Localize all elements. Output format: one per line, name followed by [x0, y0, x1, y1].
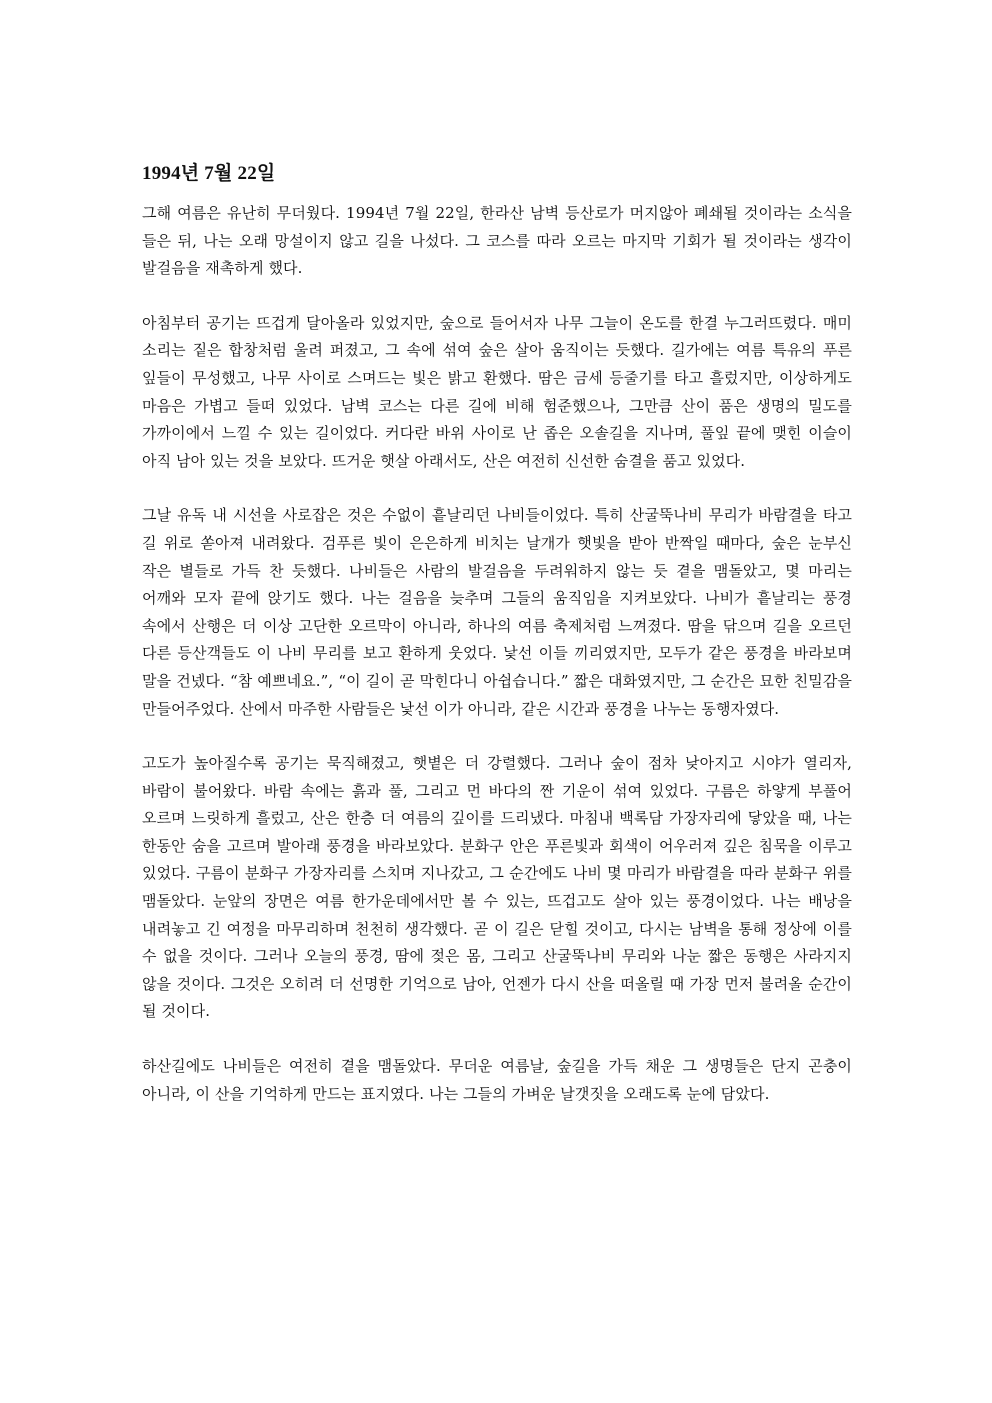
paragraph-1: 그해 여름은 유난히 무더웠다. 1994년 7월 22일, 한라산 남벽 등산로가 머지않아 폐쇄될 것이라는 소식을 들은 뒤, 나는 오래 망설이지 않고 길을 나섰다. 그 코스를 따라 오르는 마지막 기회가 될 것이라는 생각이 발걸음을 재촉하게 했다.	[142, 204, 852, 278]
paragraph-5: 하산길에도 나비들은 여전히 곁을 맴돌았다. 무더운 여름날, 숲길을 가득 채운 그 생명들은 단지 곤충이 아니라, 이 산을 기억하게 만드는 표지였다. 나는 그들의 가벼운 날갯짓을 오래도록 눈에 담았다.	[142, 1057, 852, 1103]
document-title: 1994년 7월 22일	[142, 163, 276, 184]
paragraph-2: 아침부터 공기는 뜨겁게 달아올라 있었지만, 숲으로 들어서자 나무 그늘이 온도를 한결 누그러뜨렸다. 매미 소리는 짙은 합창처럼 울려 퍼졌고, 그 속에 섞여 숲은 살아 움직이는 듯했다. 길가에는 여름 특유의 푸른 잎들이 무성했고, 나무 사이로 스며드는 빛은 밝고 환했다. 땀은 금세 등줄기를 타고 흘렀지만, 이상하게도 마음은 가볍고 들떠 있었다. 남벽 코스는 다른 길에 비해 험준했으나, 그만큼 산이 품은 생명의 밀도를 가까이에서 느낄 수 있는 길이었다. 커다란 바위 사이로 난 좁은 오솔길을 지나며, 풀잎 끝에 맺힌 이슬이 아직 남아 있는 것을 보았다. 뜨거운 햇살 아래서도, 산은 여전히 신선한 숨결을 품고 있었다.	[142, 313, 852, 470]
paragraph-3: 그날 유독 내 시선을 사로잡은 것은 수없이 흩날리던 나비들이었다. 특히 산굴뚝나비 무리가 바람결을 타고 길 위로 쏟아져 내려왔다. 검푸른 빛이 은은하게 비치는 날개가 햇빛을 받아 반짝일 때마다, 숲은 눈부신 작은 별들로 가득 찬 듯했다. 나비들은 사람의 발걸음을 두려워하지 않는 듯 곁을 맴돌았고, 몇 마리는 어깨와 모자 끝에 앉기도 했다. 나는 걸음을 늦추며 그들의 움직임을 지켜보았다. 나비가 흩날리는 풍경 속에서 산행은 더 이상 고단한 오르막이 아니라, 하나의 여름 축제처럼 느껴졌다. 땀을 닦으며 길을 오르던 다른 등산객들도 이 나비 무리를 보고 환하게 웃었다. 낯선 이들 끼리였지만, 모두가 같은 풍경을 바라보며 말을 건넸다. “참 예쁘네요.”, “이 길이 곧 막힌다니 아쉽습니다.” 짧은 대화였지만, 그 순간은 묘한 친밀감을 만들어주었다. 산에서 마주한 사람들은 낯선 이가 아니라, 같은 시간과 풍경을 나누는 동행자였다.	[142, 506, 852, 718]
paragraph-4: 고도가 높아질수록 공기는 묵직해졌고, 햇볕은 더 강렬했다. 그러나 숲이 점차 낮아지고 시야가 열리자, 바람이 불어왔다. 바람 속에는 흙과 풀, 그리고 먼 바다의 짠 기운이 섞여 있었다. 구름은 하얗게 부풀어 오르며 느릿하게 흘렀고, 산은 한층 더 여름의 깊이를 드리냈다. 마침내 백록담 가장자리에 닿았을 때, 나는 한동안 숨을 고르며 발아래 풍경을 바라보았다. 분화구 안은 푸른빛과 회색이 어우러져 깊은 침묵을 이루고 있었다. 구름이 분화구 가장자리를 스치며 지나갔고, 그 순간에도 나비 몇 마리가 바람결을 따라 분화구 위를 맴돌았다. 눈앞의 장면은 여름 한가운데에서만 볼 수 있는, 뜨겁고도 살아 있는 풍경이었다. 나는 배낭을 내려놓고 긴 여정을 마무리하며 천천히 생각했다. 곧 이 길은 닫힐 것이고, 다시는 남벽을 통해 정상에 이를 수 없을 것이다. 그러나 오늘의 풍경, 땀에 젖은 몸, 그리고 산굴뚝나비 무리와 나눈 짧은 동행은 사라지지 않을 것이다. 그것은 오히려 더 선명한 기억으로 남아, 언젠가 다시 산을 떠올릴 때 가장 먼저 불려올 순간이 될 것이다.	[142, 754, 852, 1021]
document-page	[142, 160, 852, 1135]
